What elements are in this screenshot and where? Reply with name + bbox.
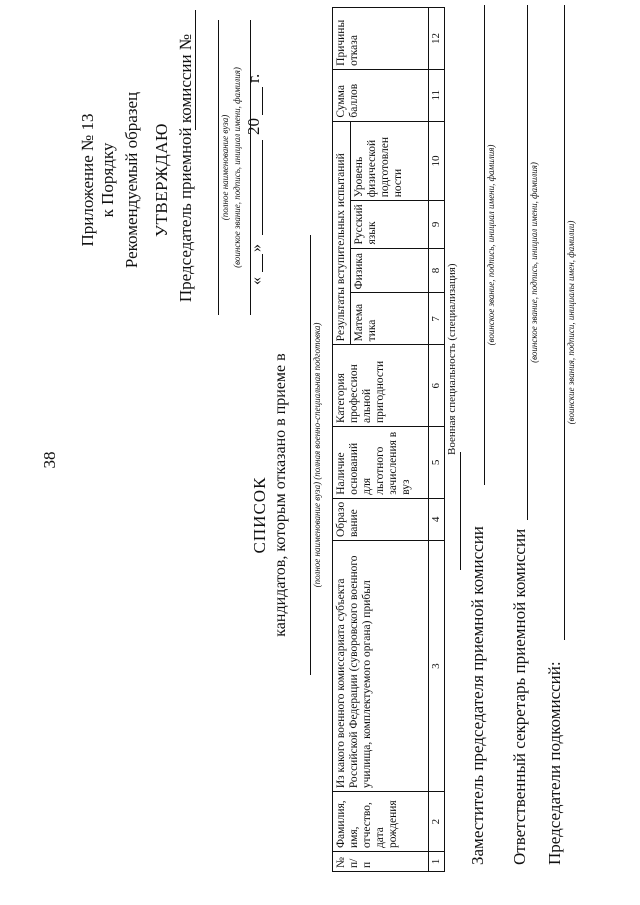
page-number: 38 (40, 451, 59, 469)
header-russian: Русский язык (351, 201, 429, 248)
appendix-heading (78, 30, 118, 330)
header-education: Образо вание (333, 498, 429, 540)
secretary-label: Ответственный секретарь приемной комиссии (510, 528, 529, 865)
appendix-number: Приложение № 13 (78, 113, 97, 247)
header-sum: Сумма баллов (333, 69, 429, 121)
column-number: 8 (429, 248, 445, 293)
header-name: Фамилия, имя, отчество, дата рождения (333, 792, 429, 852)
column-number: 9 (429, 201, 445, 248)
header-physics: Физика (351, 248, 429, 293)
column-number: 5 (429, 427, 445, 499)
date-year-prefix: 20 (244, 118, 263, 135)
header-number: № п/п (333, 852, 429, 872)
signature-caption: (воинское звание, подпись, инициал имени, фамилия) (232, 67, 242, 268)
subcommission-caption: (воинские звания, подписи, инициалы имен, фамилии) (566, 220, 576, 425)
column-number: 11 (429, 69, 445, 121)
column-number: 1 (429, 852, 445, 872)
specialty-row-line (460, 452, 461, 570)
university-line (218, 20, 219, 315)
header-results: Результаты вступительных испытаний (333, 121, 351, 345)
column-number: 3 (429, 541, 445, 792)
column-number: 10 (429, 121, 445, 201)
header-category: Категория профессион альной пригодности (333, 345, 429, 427)
column-number: 7 (429, 293, 445, 345)
date-open-quote: « (248, 277, 265, 285)
signature-line (250, 20, 251, 315)
secretary-caption: (воинское звание, подпись, инициал имени, фамилия) (529, 162, 539, 363)
header-grounds: Наличие оснований для льготного зачисления в вуз (333, 427, 429, 499)
chairman-number-line (195, 10, 196, 130)
deputy-chair-signature-line (484, 5, 485, 485)
column-number: 12 (429, 8, 445, 70)
column-number-row (429, 8, 445, 872)
column-number: 6 (429, 345, 445, 427)
appendix-order: к Порядку (98, 142, 117, 218)
date-day-line (262, 254, 263, 272)
chairman-line: Председатель приемной комиссии № (176, 33, 195, 303)
subcommission-chairs-label: Председатели подкомиссий: (545, 661, 564, 865)
deputy-chair-caption: (воинское звание, подпись, инициал имени, фамилия) (486, 144, 496, 346)
subcommission-signature-line (564, 5, 565, 640)
document-title: СПИСОК (250, 476, 269, 554)
specialty-row-label: Военная специальность (специализация) (446, 263, 458, 455)
column-number: 4 (429, 498, 445, 540)
column-number: 2 (429, 792, 445, 852)
subtitle-line (310, 235, 311, 675)
document-subtitle: кандидатов, которым отказано в приеме в (272, 353, 289, 637)
date-year-suffix: г. (244, 73, 263, 83)
university-caption: (полное наименование вуза) (220, 114, 230, 221)
recommended-sample: Рекомендуемый образец (122, 91, 141, 269)
deputy-chair-label: Заместитель председателя приемной комиссии (468, 526, 487, 865)
table-header-row (333, 8, 351, 872)
date-month-line (262, 140, 263, 235)
header-fitness: Уровень физической подготовлен ности (351, 121, 429, 201)
approve-heading: УТВЕРЖДАЮ (152, 122, 171, 238)
subtitle-caption: (полное наименование вуза) (полная военно-специальная подготовка) (312, 322, 322, 588)
header-reasons: Причины отказа (333, 8, 429, 70)
secretary-signature-line (527, 5, 528, 520)
date-year-line (262, 87, 263, 115)
header-commissariat: Из какого военного комиссариата субъекта Российской Федерации (суворовского военного училища, комплектуемого органа) прибыл (333, 541, 429, 792)
candidates-table (332, 7, 445, 872)
date-close-quote: » (248, 244, 265, 252)
header-math: Матема тика (351, 293, 429, 345)
